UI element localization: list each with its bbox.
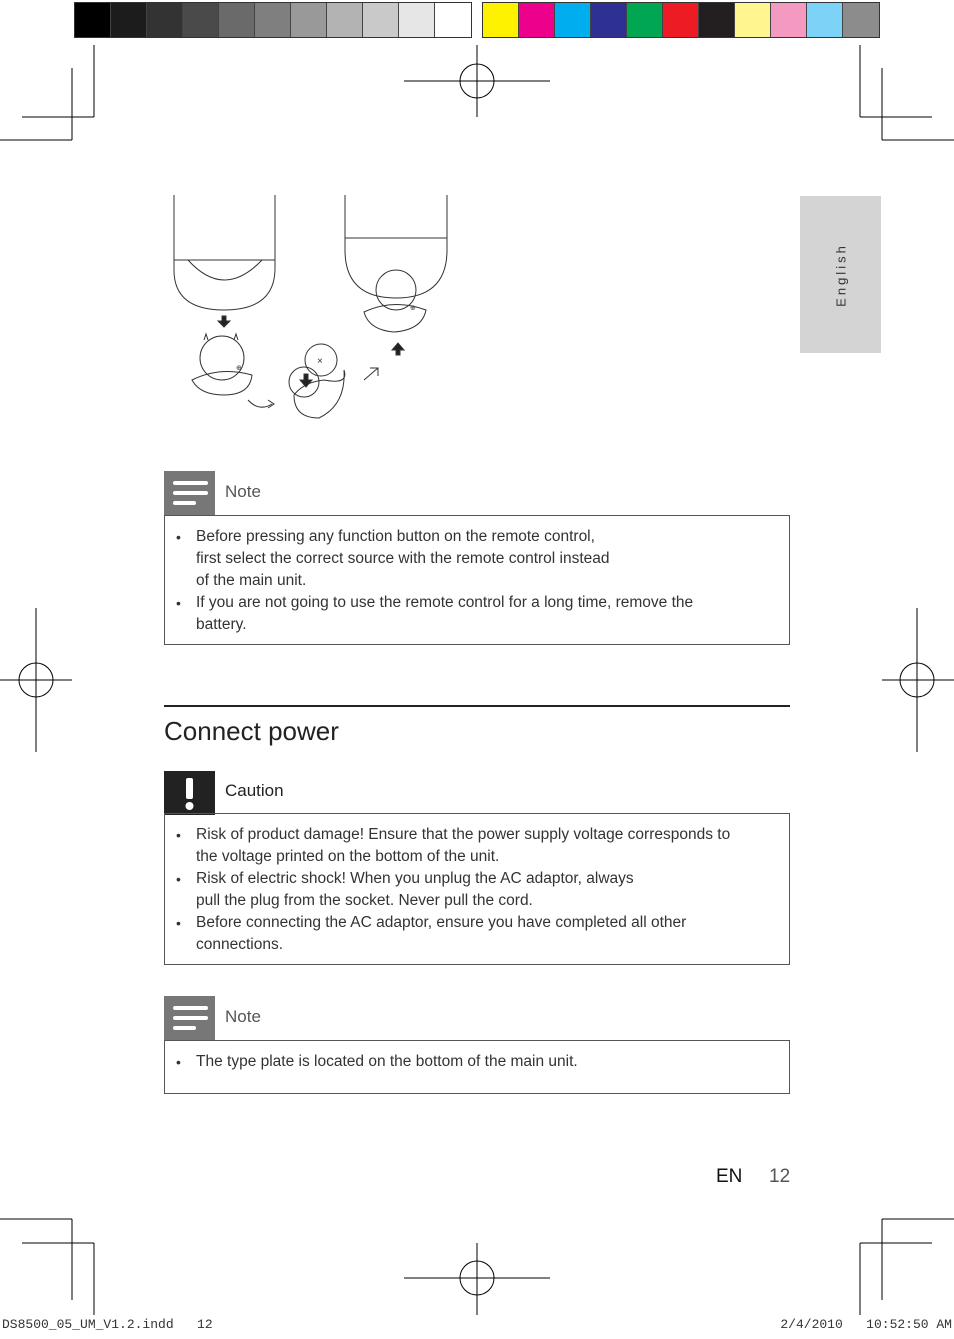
- page-language-code: EN: [716, 1166, 743, 1187]
- note-title: Note: [225, 482, 261, 501]
- note-list: [165, 526, 789, 636]
- bullet: •: [176, 595, 181, 611]
- bullet: •: [176, 827, 181, 843]
- list-item: [165, 868, 789, 912]
- note-icon: [164, 996, 215, 1040]
- note-title: Note: [225, 1007, 261, 1026]
- note-box: [164, 1040, 790, 1094]
- section-heading: Connect power: [164, 716, 339, 746]
- bullet: •: [176, 871, 181, 887]
- language-tab: [800, 196, 881, 353]
- list-item: [165, 1051, 789, 1073]
- note-icon: [164, 471, 215, 515]
- svg-text:×: ×: [317, 356, 323, 367]
- list-item: [165, 912, 789, 956]
- list-item-text: The type plate is located on the bottom of the main unit.: [196, 1053, 578, 1070]
- note-box: [164, 515, 790, 645]
- page-number: 12: [769, 1166, 791, 1187]
- caution-icon: [164, 771, 215, 815]
- caution-list: [165, 824, 789, 956]
- list-item-text: If you are not going to use the remote control for a long time, remove the battery.: [196, 594, 694, 633]
- footer-file-info: DS8500_05_UM_V1.2.indd 12: [2, 1317, 213, 1332]
- battery-replacement-illustration: [164, 190, 464, 430]
- section-rule: [164, 705, 790, 707]
- list-item-text: Before connecting the AC adaptor, ensure you have completed all other connections.: [196, 914, 687, 953]
- note-list: [165, 1051, 789, 1073]
- bullet: •: [176, 915, 181, 931]
- list-item: [165, 824, 789, 868]
- footer-timestamp: 2/4/2010 10:52:50 AM: [780, 1317, 952, 1332]
- list-item-text: Risk of electric shock! When you unplug the AC adaptor, always pull the plug from the socket. Never pull the cord.: [196, 870, 634, 909]
- caution-title: Caution: [225, 781, 284, 800]
- list-item-text: Before pressing any function button on the remote control, first select the correct source with the remote control instead of the main unit.: [196, 528, 610, 589]
- caution-box: [164, 813, 790, 965]
- bullet: •: [176, 1054, 181, 1070]
- svg-text:⊕: ⊕: [410, 305, 416, 312]
- list-item: [165, 592, 789, 636]
- bullet: •: [176, 529, 181, 545]
- list-item: [165, 526, 789, 592]
- list-item-text: Risk of product damage! Ensure that the power supply voltage corresponds to the voltage printed on the bottom of the unit.: [196, 826, 731, 865]
- language-tab-label: English: [833, 242, 848, 307]
- svg-text:⊕: ⊕: [236, 365, 242, 372]
